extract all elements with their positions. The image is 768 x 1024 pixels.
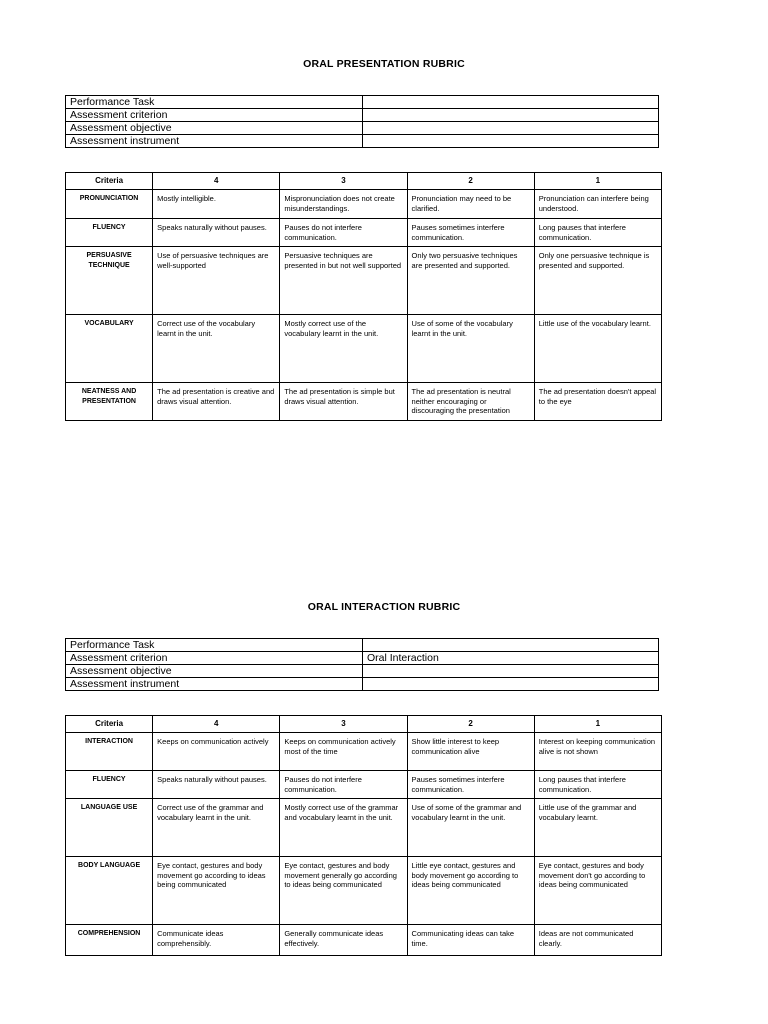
meta-label: Assessment criterion [66,109,363,122]
rubric-cell: Use of persuasive techniques are well-supported [153,247,280,315]
criterion-label: INTERACTION [66,733,153,771]
table-row [66,247,662,315]
section-title-presentation: ORAL PRESENTATION RUBRIC [303,58,465,70]
table-row [66,799,662,857]
rubric-cell: Little use of the grammar and vocabulary learnt. [534,799,661,857]
rubric-cell: Correct use of the grammar and vocabulary learnt in the unit. [153,799,280,857]
table-row [66,771,662,799]
table-row [66,190,662,219]
criterion-label: VOCABULARY [66,315,153,383]
rubric-cell: Use of some of the grammar and vocabulary learnt in the unit. [407,799,534,857]
meta-row [66,652,659,665]
header-score: 2 [407,716,534,733]
meta-value [363,96,659,109]
rubric-cell: Interest on keeping communication alive is not shown [534,733,661,771]
meta-label: Performance Task [66,96,363,109]
meta-value [363,122,659,135]
meta-value [363,665,659,678]
criterion-label: FLUENCY [66,219,153,247]
rubric-cell: The ad presentation is neutral neither encouraging or discouraging the presentation [407,383,534,421]
table-row [66,383,662,421]
meta-row [66,109,659,122]
header-row [66,173,662,190]
header-score: 4 [153,716,280,733]
rubric-cell: Persuasive techniques are presented in but not well supported [280,247,407,315]
table-row [66,219,662,247]
header-score: 2 [407,173,534,190]
header-row [66,716,662,733]
meta-label: Performance Task [66,639,363,652]
criterion-label: BODY LANGUAGE [66,857,153,925]
meta-label: Assessment objective [66,665,363,678]
rubric-cell: Speaks naturally without pauses. [153,771,280,799]
meta-row [66,122,659,135]
meta-row [66,639,659,652]
criterion-label: PRONUNCIATION [66,190,153,219]
header-score: 3 [280,716,407,733]
criterion-label: NEATNESS AND PRESENTATION [66,383,153,421]
rubric-cell: Show little interest to keep communication alive [407,733,534,771]
meta-value [363,678,659,691]
meta-value [363,135,659,148]
rubric-cell: Mostly intelligible. [153,190,280,219]
meta-row [66,135,659,148]
meta-label: Assessment objective [66,122,363,135]
criterion-label: PERSUASIVE TECHNIQUE [66,247,153,315]
rubric-cell: Generally communicate ideas effectively. [280,925,407,956]
header-score: 1 [534,173,661,190]
rubric-cell: Eye contact, gestures and body movement generally go according to ideas being communicated [280,857,407,925]
rubric-cell: Only two persuasive techniques are presented and supported. [407,247,534,315]
header-criteria: Criteria [66,173,153,190]
header-score: 1 [534,716,661,733]
rubric-cell: Pronunciation can interfere being understood. [534,190,661,219]
rubric-cell: Speaks naturally without pauses. [153,219,280,247]
rubric-cell: Keeps on communication actively most of the time [280,733,407,771]
meta-row [66,678,659,691]
rubric-cell: Use of some of the vocabulary learnt in the unit. [407,315,534,383]
meta-row [66,665,659,678]
header-score: 4 [153,173,280,190]
rubric-cell: Mostly correct use of the grammar and vocabulary learnt in the unit. [280,799,407,857]
rubric-cell: The ad presentation is creative and draws visual attention. [153,383,280,421]
rubric-cell: Eye contact, gestures and body movement don't go according to ideas being communicated [534,857,661,925]
rubric-cell: Pauses sometimes interfere communication. [407,219,534,247]
interaction-rubric-table [65,715,662,956]
presentation-rubric-table [65,172,662,421]
rubric-cell: Mispronunciation does not create misunderstandings. [280,190,407,219]
rubric-cell: Long pauses that interfere communication. [534,771,661,799]
table-row [66,925,662,956]
header-score: 3 [280,173,407,190]
meta-label: Assessment instrument [66,135,363,148]
rubric-cell: Correct use of the vocabulary learnt in the unit. [153,315,280,383]
rubric-cell: Pauses do not interfere communication. [280,771,407,799]
interaction-meta-table [65,638,659,691]
rubric-cell: Keeps on communication actively [153,733,280,771]
meta-value [363,639,659,652]
rubric-cell: Eye contact, gestures and body movement go according to ideas being communicated [153,857,280,925]
section-title-interaction: ORAL INTERACTION RUBRIC [307,601,461,613]
rubric-cell: Little eye contact, gestures and body movement go according to ideas being communicated [407,857,534,925]
presentation-meta-table [65,95,659,148]
rubric-cell: Ideas are not communicated clearly. [534,925,661,956]
rubric-cell: Long pauses that interfere communication. [534,219,661,247]
rubric-cell: The ad presentation is simple but draws visual attention. [280,383,407,421]
rubric-cell: Only one persuasive technique is presented and supported. [534,247,661,315]
table-row [66,733,662,771]
meta-value: Oral Interaction [363,652,659,665]
criterion-label: COMPREHENSION [66,925,153,956]
criterion-label: LANGUAGE USE [66,799,153,857]
meta-value [363,109,659,122]
header-criteria: Criteria [66,716,153,733]
rubric-cell: Little use of the vocabulary learnt. [534,315,661,383]
rubric-cell: Pauses sometimes interfere communication. [407,771,534,799]
criterion-label: FLUENCY [66,771,153,799]
meta-label: Assessment criterion [66,652,363,665]
rubric-cell: Communicating ideas can take time. [407,925,534,956]
table-row [66,315,662,383]
rubric-cell: Mostly correct use of the vocabulary learnt in the unit. [280,315,407,383]
rubric-cell: Pronunciation may need to be clarified. [407,190,534,219]
rubric-cell: Communicate ideas comprehensibly. [153,925,280,956]
table-row [66,857,662,925]
rubric-cell: The ad presentation doesn't appeal to the eye [534,383,661,421]
meta-label: Assessment instrument [66,678,363,691]
meta-row [66,96,659,109]
rubric-cell: Pauses do not interfere communication. [280,219,407,247]
